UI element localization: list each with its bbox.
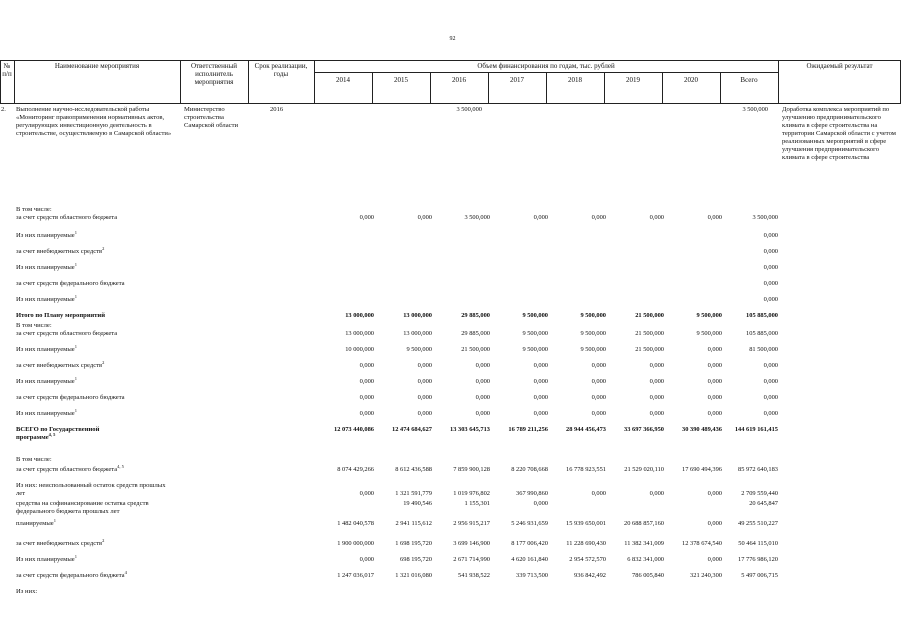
row-label: планируемые$^1$ bbox=[16, 517, 56, 527]
row-value: 321 240,300 bbox=[690, 572, 722, 579]
row-value: 2 941 115,612 bbox=[395, 520, 432, 527]
row-label: за счет средств федерального бюджета bbox=[16, 394, 125, 401]
row-value: 12 474 684,627 bbox=[392, 426, 432, 433]
row-value: 21 500,000 bbox=[461, 346, 490, 353]
row-value: 0,000 bbox=[763, 296, 778, 303]
row-value: 12 073 440,086 bbox=[334, 426, 374, 433]
row-footnote-mark: 2 bbox=[102, 359, 105, 365]
row-value: 0,000 bbox=[763, 248, 778, 255]
row-value: 0,000 bbox=[359, 394, 374, 401]
row-label: Из них планируемые$^1$ bbox=[16, 553, 77, 563]
row-value: 0,000 bbox=[359, 410, 374, 417]
row-footnote-mark: 4, 5 bbox=[117, 463, 124, 469]
header-year-total: Всего bbox=[740, 76, 758, 84]
row-label: ВСЕГО по Государственной программе$^{4, 5}$ bbox=[16, 426, 100, 441]
row-value: 5 497 006,715 bbox=[741, 572, 778, 579]
row-value: 8 612 436,588 bbox=[395, 466, 432, 473]
row-label: за счет средств областного бюджета$^{4, 5}$ bbox=[16, 463, 124, 473]
row-label: Из них планируемые$^1$ bbox=[16, 407, 77, 417]
row-value: 0,000 bbox=[417, 410, 432, 417]
row-value: 10 000,000 bbox=[345, 346, 374, 353]
item-name: Выполнение научно-исследовательской работы «Мониторинг правоприменения нормативных актов, регулирующих инвестиционную деятельность в строительстве, осуществляемую в Самарской области» bbox=[16, 106, 172, 137]
item-value-total: 3 500,000 bbox=[742, 106, 768, 113]
row-value: 19 490,546 bbox=[403, 500, 432, 507]
row-value: 8 177 006,420 bbox=[511, 540, 548, 547]
row-value: 0,000 bbox=[591, 410, 606, 417]
row-value: 0,000 bbox=[763, 362, 778, 369]
row-value: 786 005,840 bbox=[632, 572, 664, 579]
row-value: 17 690 494,396 bbox=[682, 466, 722, 473]
row-value: 21 529 020,110 bbox=[624, 466, 664, 473]
row-value: 29 885,000 bbox=[461, 330, 490, 337]
header-year: 2015 bbox=[394, 76, 408, 84]
row-label: Итого по Плану мероприятий bbox=[16, 312, 106, 319]
row-label: за счет внебюджетных средств$^2$ bbox=[16, 245, 105, 255]
row-value: 0,000 bbox=[763, 378, 778, 385]
row-label: за счет средств областного бюджета bbox=[16, 214, 118, 221]
row-value: 3 699 146,900 bbox=[453, 540, 490, 547]
row-value: 1 698 195,720 bbox=[395, 540, 432, 547]
row-value: 0,000 bbox=[707, 346, 722, 353]
row-value: 0,000 bbox=[707, 490, 722, 497]
row-value: 0,000 bbox=[417, 394, 432, 401]
row-label: средства на софинансирование остатка средств федерального бюджета прошлых лет bbox=[16, 500, 149, 515]
item-number: 2. bbox=[1, 106, 6, 113]
row-value: 21 500,000 bbox=[635, 312, 664, 319]
row-footnote-mark: 1 bbox=[74, 229, 77, 235]
header-col-financing: Объем финансирования по годам, тыс. рублей bbox=[477, 62, 615, 70]
row-value: 0,000 bbox=[591, 362, 606, 369]
row-value: 0,000 bbox=[763, 232, 778, 239]
row-value: 1 900 000,000 bbox=[337, 540, 374, 547]
row-footnote-mark: 1 bbox=[74, 553, 77, 559]
row-value: 0,000 bbox=[533, 410, 548, 417]
row-footnote-mark: 1 bbox=[74, 343, 77, 349]
row-value: 0,000 bbox=[533, 500, 548, 507]
row-value: 33 697 366,950 bbox=[624, 426, 664, 433]
row-value: 12 378 674,540 bbox=[682, 540, 722, 547]
row-value: 0,000 bbox=[533, 394, 548, 401]
row-value: 105 885,000 bbox=[746, 312, 778, 319]
row-value: 0,000 bbox=[763, 394, 778, 401]
row-value: 541 938,522 bbox=[458, 572, 490, 579]
header-col-result: Ожидаемый результат bbox=[806, 62, 873, 70]
row-value: 1 321 591,779 bbox=[395, 490, 432, 497]
row-value: 0,000 bbox=[591, 394, 606, 401]
row-value: 8 074 429,266 bbox=[337, 466, 374, 473]
row-label: В том числе: bbox=[16, 206, 52, 213]
row-value: 0,000 bbox=[359, 362, 374, 369]
row-value: 0,000 bbox=[763, 280, 778, 287]
row-value: 0,000 bbox=[533, 378, 548, 385]
item-responsible: Министерство строительства Самарской области bbox=[184, 106, 238, 129]
row-value: 1 155,301 bbox=[464, 500, 490, 507]
row-value: 9 500,000 bbox=[696, 330, 722, 337]
row-value: 0,000 bbox=[359, 378, 374, 385]
row-value: 0,000 bbox=[417, 362, 432, 369]
row-value: 1 482 040,578 bbox=[337, 520, 374, 527]
row-value: 17 776 986,120 bbox=[738, 556, 778, 563]
row-value: 9 500,000 bbox=[580, 330, 606, 337]
header-year: 2018 bbox=[568, 76, 582, 84]
row-value: 13 000,000 bbox=[403, 330, 432, 337]
row-value: 2 709 559,440 bbox=[741, 490, 778, 497]
row-label: за счет средств федерального бюджета bbox=[16, 280, 125, 287]
row-value: 13 303 645,713 bbox=[450, 426, 490, 433]
row-value: 8 220 708,668 bbox=[511, 466, 548, 473]
row-value: 9 500,000 bbox=[522, 312, 548, 319]
item-term: 2016 bbox=[270, 106, 284, 113]
row-value: 0,000 bbox=[649, 378, 664, 385]
row-value: 0,000 bbox=[707, 378, 722, 385]
row-value: 0,000 bbox=[533, 362, 548, 369]
row-value: 0,000 bbox=[475, 394, 490, 401]
row-value: 0,000 bbox=[475, 378, 490, 385]
row-footnote-mark: 1 bbox=[53, 517, 56, 523]
row-value: 0,000 bbox=[707, 362, 722, 369]
row-value: 50 464 115,010 bbox=[738, 540, 778, 547]
row-value: 1 321 016,080 bbox=[395, 572, 432, 579]
row-label: Из них планируемые$^1$ bbox=[16, 375, 77, 385]
row-value: 0,000 bbox=[359, 490, 374, 497]
row-label: за счет внебюджетных средств$^2$ bbox=[16, 359, 105, 369]
row-value: 0,000 bbox=[359, 556, 374, 563]
row-value: 85 972 640,183 bbox=[738, 466, 778, 473]
row-value: 2 956 915,217 bbox=[453, 520, 490, 527]
row-value: 936 842,492 bbox=[574, 572, 606, 579]
row-value: 20 645,847 bbox=[749, 500, 778, 507]
row-value: 144 619 161,415 bbox=[734, 426, 778, 433]
row-value: 0,000 bbox=[591, 490, 606, 497]
row-value: 0,000 bbox=[591, 378, 606, 385]
header-year: 2014 bbox=[336, 76, 350, 84]
row-label: Из них: неиспользованный остаток средств прошлых лет bbox=[16, 482, 166, 497]
row-value: 0,000 bbox=[649, 490, 664, 497]
row-value: 21 500,000 bbox=[635, 330, 664, 337]
row-value: 1 019 976,802 bbox=[453, 490, 490, 497]
header-col-term: Срок реализации, годы bbox=[254, 62, 308, 78]
row-value: 0,000 bbox=[649, 214, 664, 221]
row-footnote-mark: 4, 5 bbox=[48, 431, 56, 437]
row-value: 9 500,000 bbox=[522, 330, 548, 337]
row-value: 21 500,000 bbox=[635, 346, 664, 353]
row-value: 9 500,000 bbox=[696, 312, 722, 319]
row-value: 13 000,000 bbox=[345, 330, 374, 337]
row-value: 0,000 bbox=[707, 520, 722, 527]
row-value: 15 939 650,001 bbox=[566, 520, 606, 527]
row-footnote-mark: 2 bbox=[102, 537, 105, 543]
row-label: за счет внебюджетных средств$^2$ bbox=[16, 537, 105, 547]
row-value: 30 390 489,436 bbox=[682, 426, 722, 433]
row-value: 13 000,000 bbox=[345, 312, 374, 319]
row-label: Из них: bbox=[16, 588, 38, 595]
row-value: 0,000 bbox=[475, 362, 490, 369]
row-value: 9 500,000 bbox=[580, 346, 606, 353]
row-value: 81 500,000 bbox=[749, 346, 778, 353]
row-value: 0,000 bbox=[649, 410, 664, 417]
page-number: 92 bbox=[449, 36, 456, 42]
header-col-name: Наименование мероприятия bbox=[54, 62, 140, 70]
row-value: 0,000 bbox=[707, 410, 722, 417]
row-value: 0,000 bbox=[763, 410, 778, 417]
row-value: 0,000 bbox=[649, 394, 664, 401]
row-value: 698 195,720 bbox=[400, 556, 432, 563]
row-label: Из них планируемые$^1$ bbox=[16, 343, 77, 353]
header-col-no: № п/п bbox=[2, 62, 12, 78]
row-value: 6 832 341,000 bbox=[627, 556, 664, 563]
row-value: 28 944 456,473 bbox=[566, 426, 606, 433]
row-value: 0,000 bbox=[707, 556, 722, 563]
row-value: 16 789 211,256 bbox=[508, 426, 548, 433]
row-value: 29 885,000 bbox=[461, 312, 490, 319]
row-value: 5 246 931,659 bbox=[511, 520, 548, 527]
row-value: 49 255 510,227 bbox=[738, 520, 778, 527]
row-value: 9 500,000 bbox=[406, 346, 432, 353]
header-col-responsible: Ответственный исполнитель мероприятия bbox=[190, 62, 238, 86]
row-value: 0,000 bbox=[649, 362, 664, 369]
row-value: 105 885,000 bbox=[746, 330, 778, 337]
header-year: 2019 bbox=[626, 76, 640, 84]
row-value: 2 671 714,990 bbox=[453, 556, 490, 563]
row-value: 0,000 bbox=[707, 394, 722, 401]
row-label: Из них планируемые$^1$ bbox=[16, 261, 77, 271]
row-label: за счет средств областного бюджета bbox=[16, 330, 118, 337]
row-value: 9 500,000 bbox=[580, 312, 606, 319]
row-value: 7 859 900,128 bbox=[453, 466, 490, 473]
row-value: 3 500,000 bbox=[464, 214, 490, 221]
row-value: 9 500,000 bbox=[522, 346, 548, 353]
row-value: 3 500,000 bbox=[752, 214, 778, 221]
row-value: 13 000,000 bbox=[403, 312, 432, 319]
item-expected-result: Доработка комплекса мероприятий по улучшению предпринимательского климата в сфере строительства на территории Самарской области с учетом реализованных мероприятий в сфере улучшения предпринимательского климата в сфере строительства bbox=[782, 106, 896, 161]
row-footnote-mark: 1 bbox=[74, 375, 77, 381]
row-value: 0,000 bbox=[417, 214, 432, 221]
row-value: 4 620 161,840 bbox=[511, 556, 548, 563]
row-label: Из них планируемые$^1$ bbox=[16, 293, 77, 303]
row-footnote-mark: 2 bbox=[102, 245, 105, 251]
row-label: В том числе: bbox=[16, 322, 52, 329]
row-value: 339 713,500 bbox=[516, 572, 548, 579]
row-value: 0,000 bbox=[359, 214, 374, 221]
row-value: 11 382 341,009 bbox=[624, 540, 664, 547]
row-label: за счет средств федерального бюджета$^4$ bbox=[16, 569, 127, 579]
header-year: 2016 bbox=[452, 76, 466, 84]
row-value: 20 688 857,160 bbox=[624, 520, 664, 527]
row-value: 1 247 036,017 bbox=[337, 572, 374, 579]
row-footnote-mark: 1 bbox=[74, 261, 77, 267]
row-value: 0,000 bbox=[591, 214, 606, 221]
row-value: 0,000 bbox=[707, 214, 722, 221]
row-label: В том числе: bbox=[16, 456, 52, 463]
row-value: 0,000 bbox=[417, 378, 432, 385]
row-value: 16 778 923,551 bbox=[566, 466, 606, 473]
row-value: 11 228 690,430 bbox=[566, 540, 606, 547]
row-value: 0,000 bbox=[475, 410, 490, 417]
row-value: 367 990,860 bbox=[516, 490, 548, 497]
row-value: 2 954 572,570 bbox=[569, 556, 606, 563]
row-footnote-mark: 1 bbox=[74, 293, 77, 299]
header-year: 2017 bbox=[510, 76, 524, 84]
item-value-2016: 3 500,000 bbox=[456, 106, 482, 113]
row-value: 0,000 bbox=[533, 214, 548, 221]
header-year: 2020 bbox=[684, 76, 698, 84]
row-value: 0,000 bbox=[763, 264, 778, 271]
row-label: Из них планируемые$^1$ bbox=[16, 229, 77, 239]
row-footnote-mark: 4 bbox=[124, 569, 127, 575]
row-footnote-mark: 1 bbox=[74, 407, 77, 413]
